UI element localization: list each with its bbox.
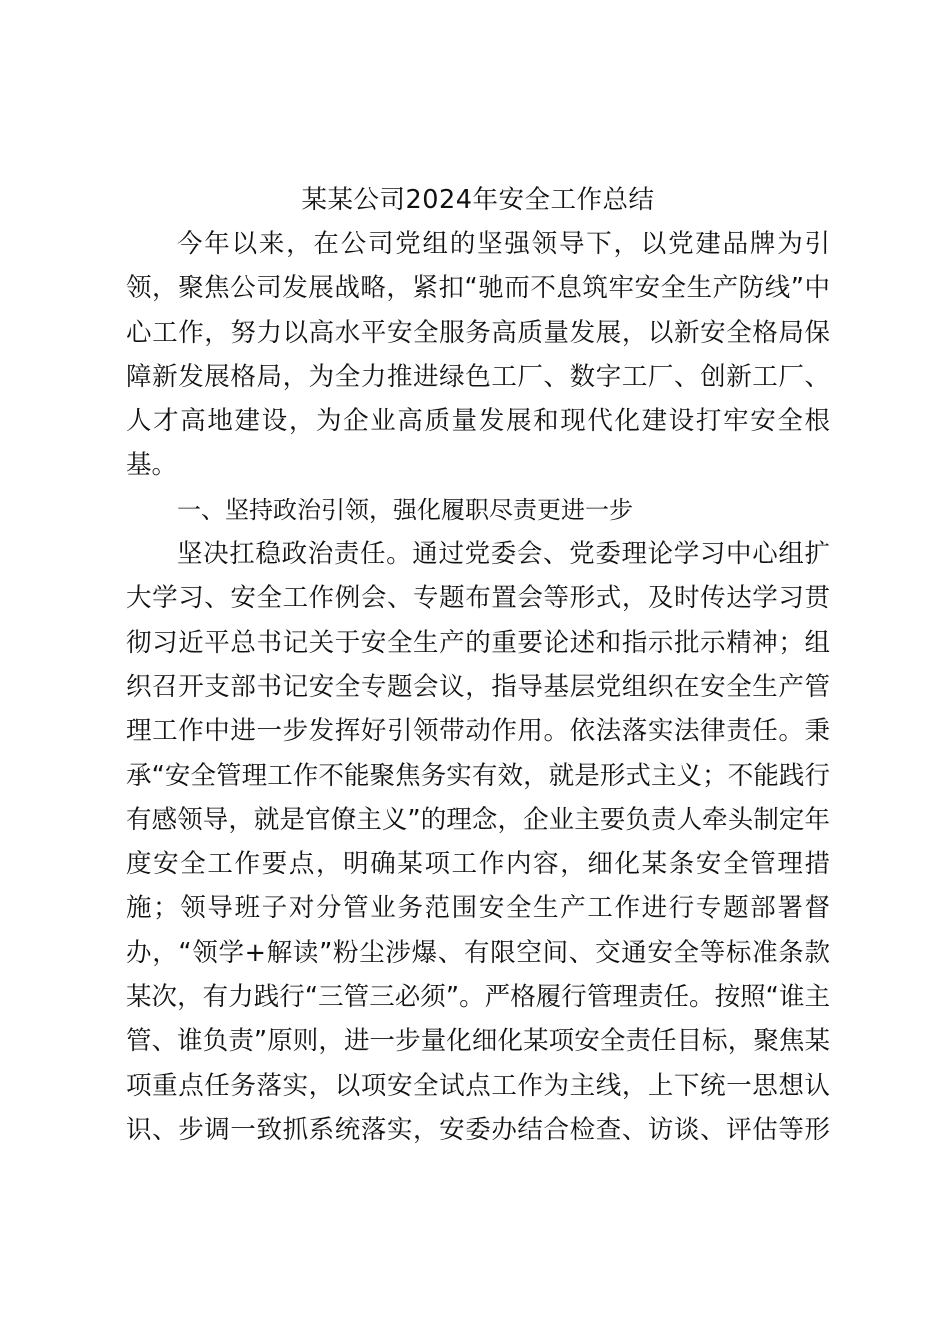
- document-title: 某某公司2024年安全工作总结: [301, 185, 655, 215]
- body-line: 理工作中进一步发挥好引领带动作用。依法落实法律责任。秉: [126, 716, 830, 747]
- body-line: 有感领导，就是官僚主义”的理念，企业主要负责人牵头制定年: [126, 804, 830, 835]
- body-line: 项重点任务落实，以项安全试点工作为主线，上下统一思想认: [126, 1070, 830, 1101]
- intro-line: 人才高地建设，为企业高质量发展和现代化建设打牢安全根: [126, 406, 830, 437]
- body-line: 坚决扛稳政治责任。通过党委会、党委理论学习中心组扩: [177, 539, 830, 570]
- body-line: 办，“领学+解读”粉尘涉爆、有限空间、交通安全等标准条款: [126, 937, 830, 968]
- body-line: 织召开支部书记安全专题会议，指导基层党组织在安全生产管: [126, 671, 830, 702]
- body-line: 大学习、安全工作例会、专题布置会等形式，及时传达学习贯: [126, 583, 830, 614]
- section-heading: 一、坚持政治引领，强化履职尽责更进一步: [177, 495, 633, 524]
- intro-line: 障新发展格局，为全力推进绿色工厂、数字工厂、创新工厂、: [126, 361, 830, 392]
- body-line: 识、步调一致抓系统落实，安委办结合检查、访谈、评估等形: [126, 1114, 830, 1145]
- document-body: [126, 178, 830, 1152]
- intro-line: 心工作，努力以高水平安全服务高质量发展，以新安全格局保: [126, 317, 830, 348]
- body-line: 彻习近平总书记关于安全生产的重要论述和指示批示精神；组: [126, 627, 830, 658]
- body-line: 管、谁负责”原则，进一步量化细化某项安全责任目标，聚焦某: [126, 1026, 830, 1057]
- intro-line: 领，聚焦公司发展战略，紧扣“驰而不息筑牢安全生产防线”中: [126, 273, 830, 304]
- body-line: 承“安全管理工作不能聚焦务实有效，就是形式主义；不能践行: [126, 760, 830, 791]
- body-line: 度安全工作要点，明确某项工作内容，细化某条安全管理措: [126, 849, 830, 880]
- body-line: 某次，有力践行“三管三必须”。严格履行管理责任。按照“谁主: [126, 982, 830, 1013]
- intro-line: 基。: [126, 450, 178, 481]
- body-line: 施；领导班子对分管业务范围安全生产工作进行专题部署督: [126, 893, 830, 924]
- intro-line: 今年以来，在公司党组的坚强领导下，以党建品牌为引: [177, 229, 830, 259]
